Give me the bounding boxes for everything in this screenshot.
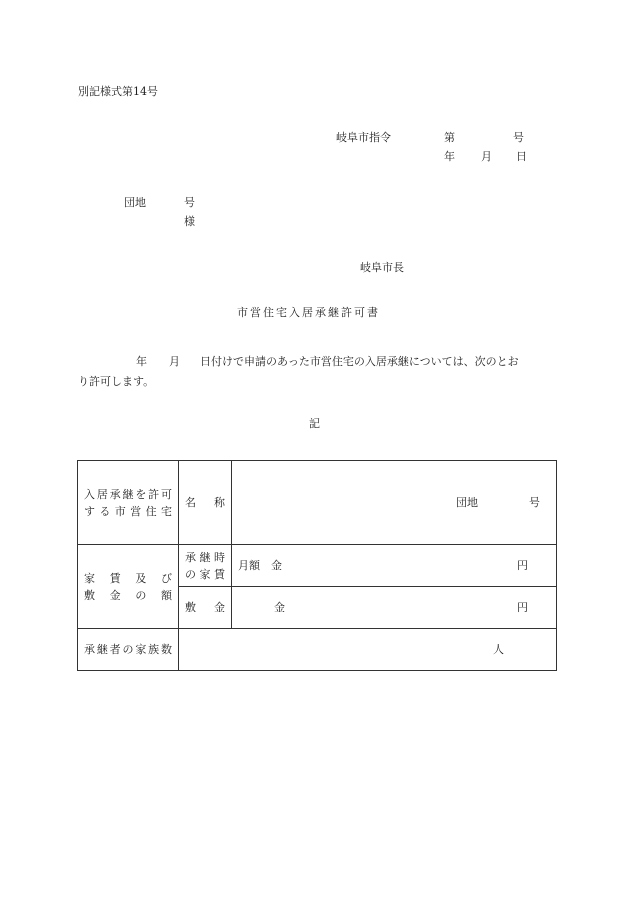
housing-label-line1: 入居承継を許可 (84, 487, 172, 501)
rent-deposit-label-line2: 敷 金 の 額 (84, 588, 172, 602)
rent-sub-label-cell (179, 545, 232, 587)
date-year-label: 年 (444, 150, 455, 163)
permit-table (77, 460, 557, 671)
rent-sub-label-line2: の家賃 (185, 567, 225, 581)
housing-label-line2: する市営住宅 (84, 504, 172, 518)
body-year-label: 年 (136, 355, 147, 368)
deposit-prefix: 金 (274, 601, 285, 614)
family-value-cell (179, 629, 557, 671)
sender-name: 岐阜市長 (360, 261, 404, 274)
deposit-value-cell (232, 587, 557, 629)
housing-value-cell (232, 461, 557, 545)
housing-label-cell (78, 461, 179, 545)
housing-go: 号 (529, 496, 540, 509)
ki-label: 記 (309, 417, 320, 430)
document-title: 市営住宅入居承継許可書 (237, 306, 380, 319)
name-label-cell (179, 461, 232, 545)
family-label: 承継者の家族数 (84, 643, 172, 656)
recipient-sama: 様 (184, 215, 195, 228)
table-row-rent (78, 545, 557, 587)
body-text-line2: り許可します。 (78, 375, 155, 388)
date-day-label: 日 (516, 150, 527, 163)
reference-go: 号 (513, 131, 524, 144)
rent-prefix: 月額 金 (238, 559, 282, 572)
form-number: 別記様式第14号 (78, 85, 158, 98)
family-unit: 人 (493, 643, 504, 656)
rent-unit: 円 (517, 559, 528, 572)
issuer-reference: 岐阜市指令 (336, 131, 391, 144)
table-row-housing (78, 461, 557, 545)
recipient-go: 号 (184, 196, 195, 209)
family-label-cell (78, 629, 179, 671)
deposit-sub-label: 敷 金 (185, 601, 225, 614)
body-text-line1: 日付けで申請のあった市営住宅の入居承継については、次のとお (200, 355, 519, 368)
table-row-family (78, 629, 557, 671)
deposit-sub-label-cell (179, 587, 232, 629)
body-paragraph (78, 352, 556, 392)
rent-value-cell (232, 545, 557, 587)
reference-dai: 第 (444, 131, 455, 144)
rent-deposit-label-line1: 家 賃 及 び (84, 571, 172, 585)
deposit-unit: 円 (517, 601, 528, 614)
body-month-label: 月 (169, 355, 180, 368)
name-label: 名 称 (185, 496, 225, 509)
rent-sub-label-line1: 承継時 (185, 550, 225, 564)
recipient-danchi: 団地 (124, 196, 146, 209)
rent-deposit-label-cell (78, 545, 179, 629)
date-month-label: 月 (481, 150, 492, 163)
housing-danchi: 団地 (456, 496, 478, 509)
